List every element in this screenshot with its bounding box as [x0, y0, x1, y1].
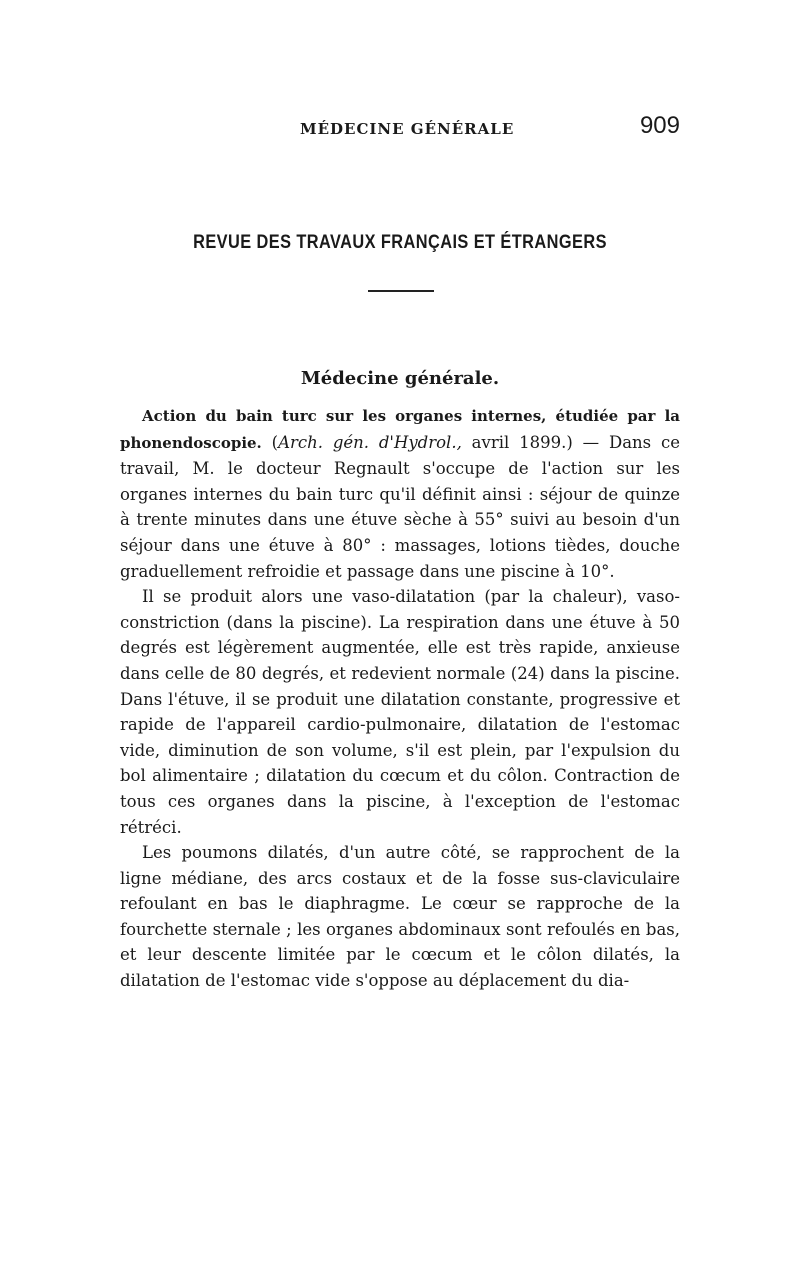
article-body [120, 403, 680, 994]
page-number: 909 [639, 112, 680, 139]
running-head [120, 112, 680, 144]
paragraph-1 [120, 403, 680, 584]
citation-source: Arch. gén. d'Hydrol., [278, 432, 462, 452]
paragraph-2: Il se produit alors une vaso-dilatation (par la chaleur), vaso-constriction (dans la piscine). La respiration dans une étuve à 50 degrés est légèrement augmentée, elle est très rapide, anxieuse dans celle de 80 degrés, et redevient normale (24) dans la piscine. Dans l'étuve, il se produit une dilatation constante, progressive et rapide de l'appareil cardio-pulmonaire, dilatation de l'estomac vide, diminution de son volume, s'il est plein, par l'expulsion du bol alimentaire ; dilatation du cœcum et du côlon. Contraction de tous ces organes dans la piscine, à l'exception de l'estomac rétréci. [120, 587, 680, 837]
paragraph-3: Les poumons dilatés, d'un autre côté, se rapprochent de la ligne médiane, des arcs costaux et de la fosse sus-claviculaire refoulant en bas le diaphragme. Le cœur se rapproche de la fourchette sternale ; les organes abdominaux sont refoulés en bas, et leur descente limitée par le cœcum et le côlon dilatés, la dilatation de l'estomac vide s'oppose au déplacement du dia- [120, 843, 680, 991]
section-subheading: Médecine générale. [300, 368, 500, 389]
divider-rule [368, 290, 434, 292]
paragraph-1-body: Dans ce travail, M. le docteur Regnault s'occupe de l'action sur les organes internes du bain turc qu'il définit ainsi : séjour de quinze à trente minutes dans une étuve sèche à 55° suivi au besoin d'un séjour dans une étuve à 80° : massages, lotions tièdes, douche graduellement refroidie et passage dans une piscine à 10°. [120, 432, 680, 581]
citation-close: avril 1899.) — [461, 432, 609, 452]
citation-open: ( [261, 432, 279, 452]
section-heading: REVUE DES TRAVAUX FRANÇAIS ET ÉTRANGERS [193, 232, 607, 253]
running-title: MÉDECINE GÉNÉRALE [300, 120, 515, 138]
article-title: Action du bain turc sur les organes internes, étudiée par la phonendoscopie. [120, 407, 680, 452]
